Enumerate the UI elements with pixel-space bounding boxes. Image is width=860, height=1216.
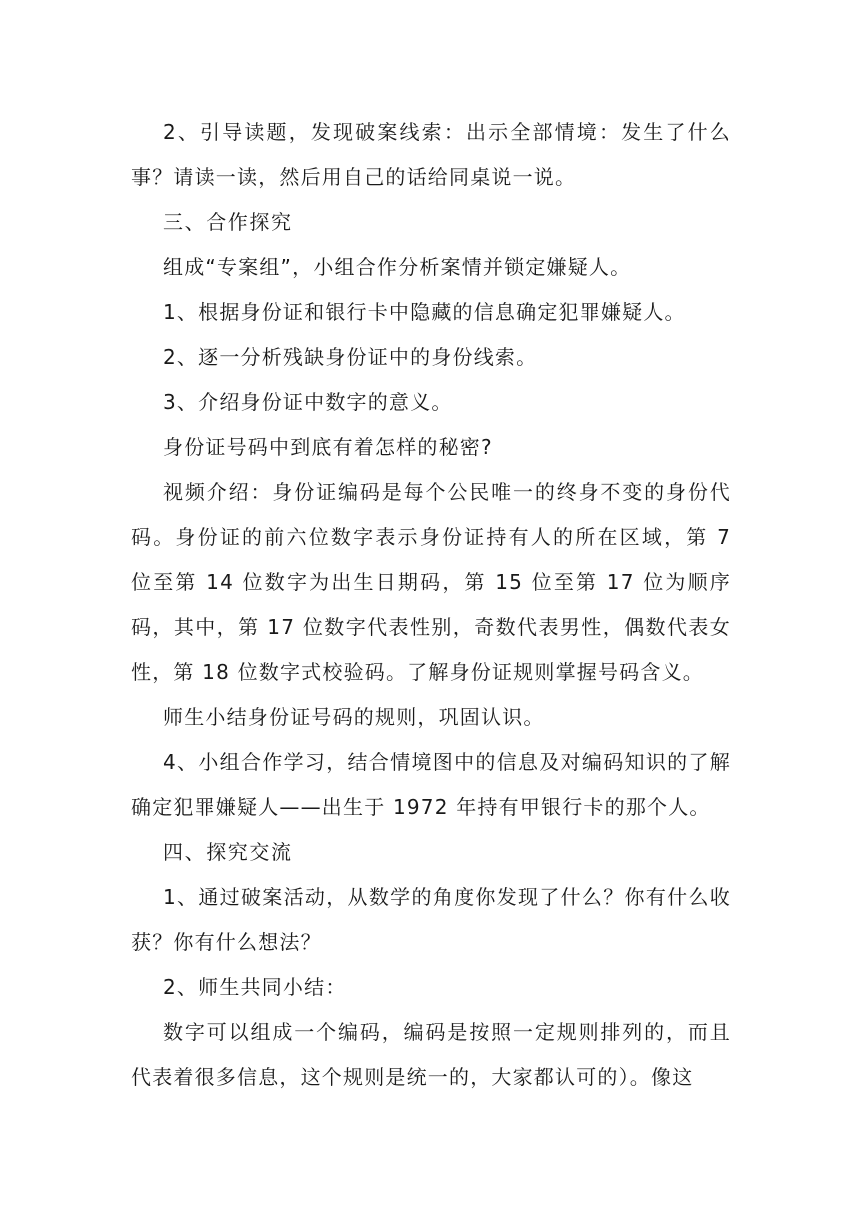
paragraph-step-3-id-digit-meaning: 3、介绍身份证中数字的意义。 (163, 390, 453, 414)
paragraph-form-task-force: 组成“专案组”，小组合作分析案情并锁定嫌疑人。 (163, 255, 632, 279)
paragraph-step-1-discovery: 1、通过破案活动，从数学的角度你发现了什么？你有什么收获？你有什么想法？ (131, 885, 731, 954)
section-heading-cooperative-inquiry: 三、合作探究 (163, 210, 293, 234)
document-body (131, 110, 731, 1100)
paragraph-id-secret-question: 身份证号码中到底有着怎样的秘密? (163, 435, 493, 459)
paragraph-step-2-joint-summary: 2、师生共同小结： (163, 975, 347, 999)
paragraph-step-2-analyze-id-clues: 2、逐一分析残缺身份证中的身份线索。 (163, 345, 538, 369)
paragraph-summary-rules: 师生小结身份证号码的规则，巩固认识。 (163, 705, 545, 729)
paragraph-video-introduction: 视频介绍：身份证编码是每个公民唯一的终身不变的身份代码。身份证的前六位数字表示身份证持有人的所在区域，第 7 位至第 14 位数字为出生日期码，第 15 位至第 17 位为顺序码，其中，第 17 位数字代表性别，奇数代表男性，偶数代表女性，第 18 位数字式校验码。了解身份证规则掌握号码含义。 (131, 480, 731, 684)
paragraph-step-4-group-study: 4、小组合作学习，结合情境图中的信息及对编码知识的了解确定犯罪嫌疑人——出生于 1972 年持有甲银行卡的那个人。 (131, 750, 731, 819)
paragraph-coding-explanation: 数字可以组成一个编码，编码是按照一定规则排列的，而且代表着很多信息，这个规则是统一的，大家都认可的）。像这 (131, 1020, 731, 1089)
paragraph-step-2-read-problem: 2、引导读题，发现破案线索：出示全部情境：发生了什么事？请读一读，然后用自己的话给同桌说一说。 (131, 120, 731, 189)
paragraph-step-1-identify-suspect: 1、根据身份证和银行卡中隐藏的信息确定犯罪嫌疑人。 (163, 300, 686, 324)
section-heading-inquiry-exchange: 四、探究交流 (163, 840, 293, 864)
